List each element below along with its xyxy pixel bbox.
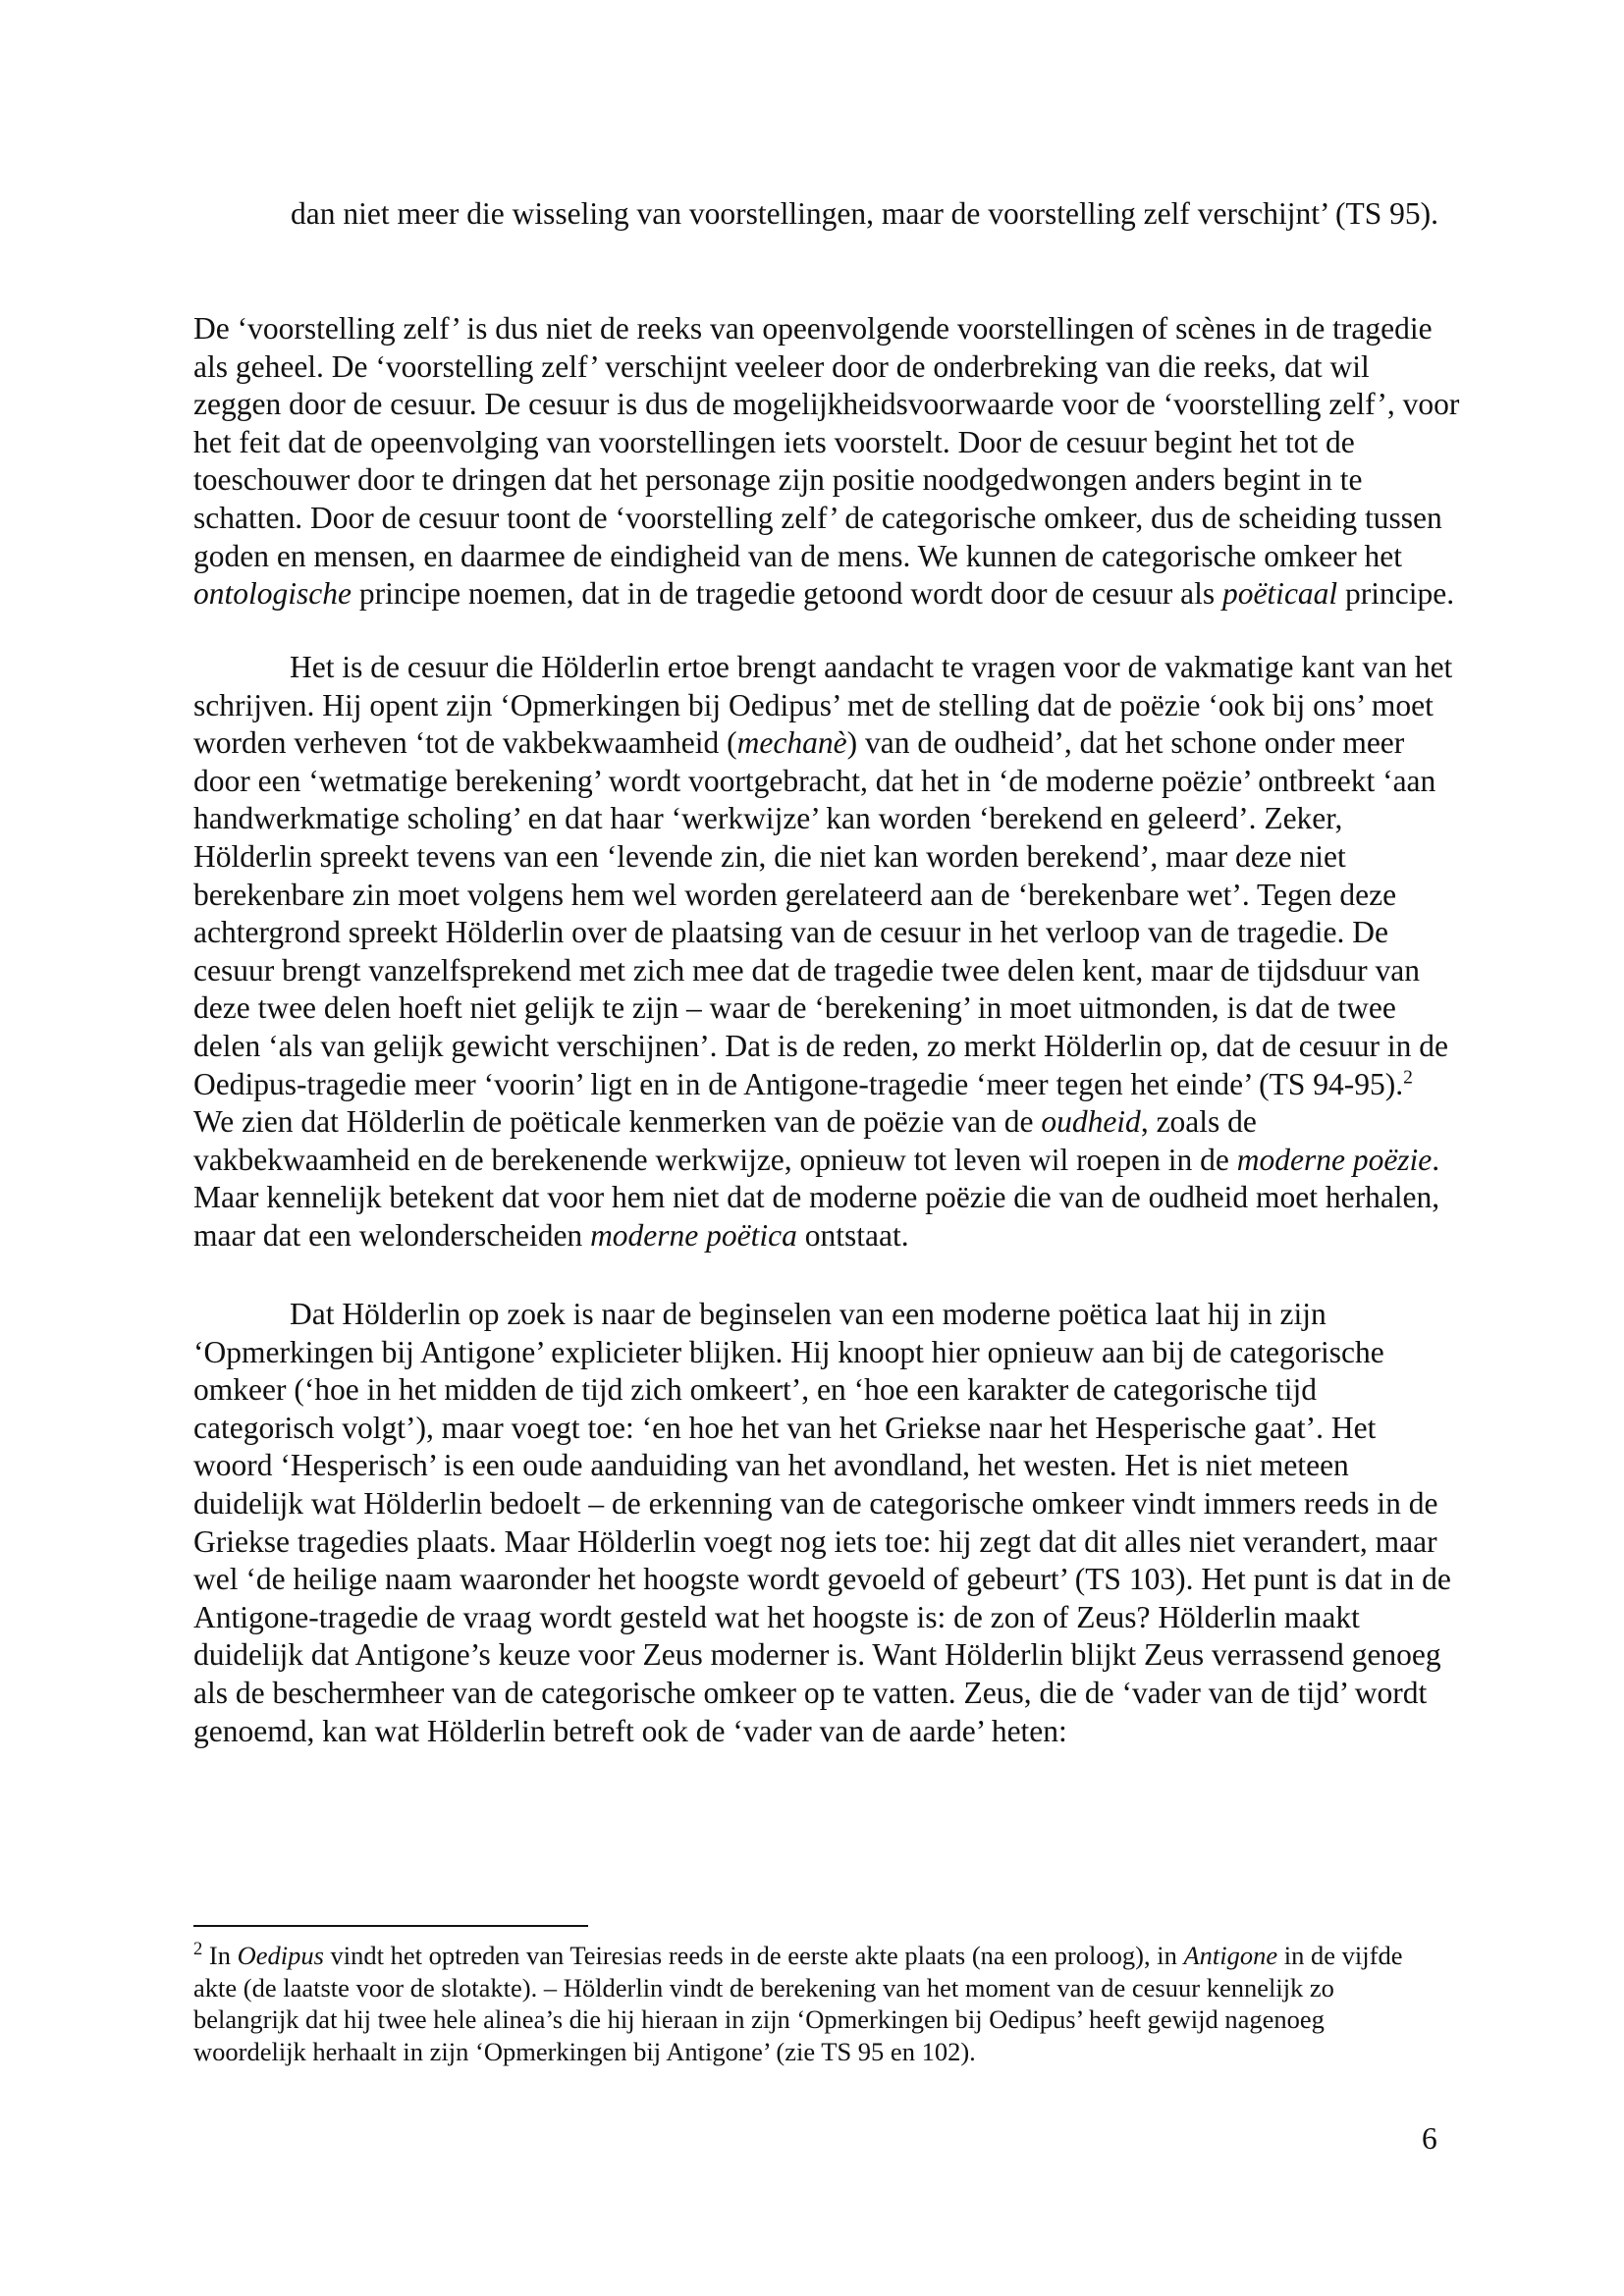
text-run: . Maar kennelijk betekent dat voor hem niet dat de moderne poëzie die van de oudheid moet herhalen, maar dat een welonderscheiden [193,1142,1440,1253]
text-run: dan niet meer die wisseling van voorstellingen, maar de voorstelling zelf verschijnt’ (TS 95). [291,196,1438,231]
body-paragraph-1 [193,310,1460,614]
italic-term: poëticaal [1221,576,1338,612]
text-run: principe. [1337,576,1455,612]
text-run: principe noemen, dat in de tragedie getoond wordt door de cesuur als [351,576,1222,612]
body-paragraph-3 [193,1296,1460,1750]
italic-term: oudheid [1041,1104,1141,1140]
text-run: Dat Hölderlin op zoek is naar de beginselen van een moderne poëtica laat hij in zijn ‘Opmerkingen bij Antigone’ explicieter blijken. Hij knoopt hier opnieuw aan bij de categorische omkeer (‘hoe in het midden de tijd zich omkeert’, en ‘hoe een karakter de categorische tijd categorisch volgt’), maar voegt toe: ‘en hoe het van het Griekse naar het Hesperische gaat’. Het woord ‘Hesperisch’ is een oude aanduiding van het avondland, het westen. Het is niet meteen duidelijk wat Hölderlin bedoelt – de erkenning van de categorische omkeer vindt immers reeds in de Griekse tragedies plaats. Maar Hölderlin voegt nog iets toe: hij zegt dat dit alles niet verandert, maar wel ‘de heilige naam waaronder het hoogste wordt gevoeld of gebeurt’ (TS 103). Het punt is dat in de Antigone-tragedie de vraag wordt gesteld wat het hoogste is: de zon of Zeus? Hölderlin maakt duidelijk dat Antigone’s keuze voor Zeus moderner is. Want Hölderlin blijkt Zeus verrassend genoeg als de beschermheer van de categorische omkeer op te vatten. Zeus, die de ‘vader van de tijd’ wordt genoemd, kan wat Hölderlin betreft ook de ‘vader van de aarde’ heten: [193,1297,1451,1748]
text-run: ) van de oudheid’, dat het schone onder meer door een ‘wetmatige berekening’ wordt voortgebracht, dat het in ‘de moderne poëzie’ ontbreekt ‘aan handwerkmatige scholing’ en dat haar ‘werkwijze’ kan worden ‘berekend en geleerd’. Zeker, Hölderlin spreekt tevens van een ‘levende zin, die niet kan worden berekend’, maar deze niet berekenbare zin moet volgens hem wel worden gerelateerd aan de ‘berekenbare wet’. Tegen deze achtergrond spreekt Hölderlin over de plaatsing van de cesuur in het verloop van de tragedie. De cesuur brengt vanzelfsprekend met zich mee dat de tragedie twee delen kent, maar de tijdsduur van deze twee delen hoeft niet gelijk te zijn – waar de ‘berekening’ in moet uitmonden, is dat de twee delen ‘als van gelijk gewicht verschijnen’. Dat is de reden, zo merkt Hölderlin op, dat de cesuur in de Oedipus-tragedie meer ‘voorin’ ligt en in de Antigone-tragedie ‘meer tegen het einde’ (TS 94-95). [193,725,1448,1101]
italic-term: mechanè [736,725,847,761]
page-number: 6 [1422,2121,1437,2156]
text-run: in de vijfde akte (de laatste voor de slotakte). – Hölderlin vindt de berekening van het moment van de cesuur kennelijk zo belangrijk dat hij twee hele alinea’s die hij hieraan in zijn ‘Opmerkingen bij Oedipus’ heeft gewijd nagenoeg woordelijk herhaalt in zijn ‘Opmerkingen bij Antigone’ (zie TS 95 en 102). [193,1941,1403,2066]
italic-term: Oedipus [237,1941,324,1970]
italic-term: moderne poëtica [590,1217,797,1253]
italic-term: ontologische [193,576,352,612]
block-quote [291,195,1449,234]
text-run: Het is de cesuur die Hölderlin ertoe brengt aandacht te vragen voor de vakmatige kant van het schrijven. Hij opent zijn ‘Opmerkingen bij Oedipus’ met de stelling dat de poëzie ‘ook bij ons’ moet worden verheven ‘tot de vakbekwaamheid ( [193,650,1453,761]
footnote-2 [193,1940,1421,2067]
text-run: vindt het optreden van Teiresias reeds in de eerste akte plaats (na een proloog), in [323,1941,1184,1970]
italic-term: Antigone [1183,1941,1278,1970]
footnote-reference: 2 [193,1939,203,1960]
italic-term: moderne poëzie [1236,1142,1433,1177]
text-run: In [202,1941,238,1970]
footnote-separator [193,1925,588,1927]
footnote-reference: 2 [1403,1067,1413,1089]
text-run: , zoals de vakbekwaamheid en de berekenende werkwijze, opnieuw tot leven wil roepen in de [193,1104,1257,1177]
text-run: ontstaat. [796,1217,909,1253]
text-run: De ‘voorstelling zelf’ is dus niet de reeks van opeenvolgende voorstellingen of scènes in de tragedie als geheel. De ‘voorstelling zelf’ verschijnt veeleer door de onderbreking van die reeks, dat wil zeggen door de cesuur. De cesuur is dus de mogelijkheidsvoorwaarde voor de ‘voorstelling zelf’, voor het feit dat de opeenvolging van voorstellingen iets voorstelt. Door de cesuur begint het tot de toeschouwer door te dringen dat het personage zijn positie noodgedwongen anders begint in te schatten. Door de cesuur toont de ‘voorstelling zelf’ de categorische omkeer, dus de scheiding tussen goden en mensen, en daarmee de eindigheid van de mens. We kunnen de categorische omkeer het [193,311,1460,573]
text-run: We zien dat Hölderlin de poëticale kenmerken van de poëzie van de [193,1104,1042,1140]
body-paragraph-2 [193,649,1460,1255]
